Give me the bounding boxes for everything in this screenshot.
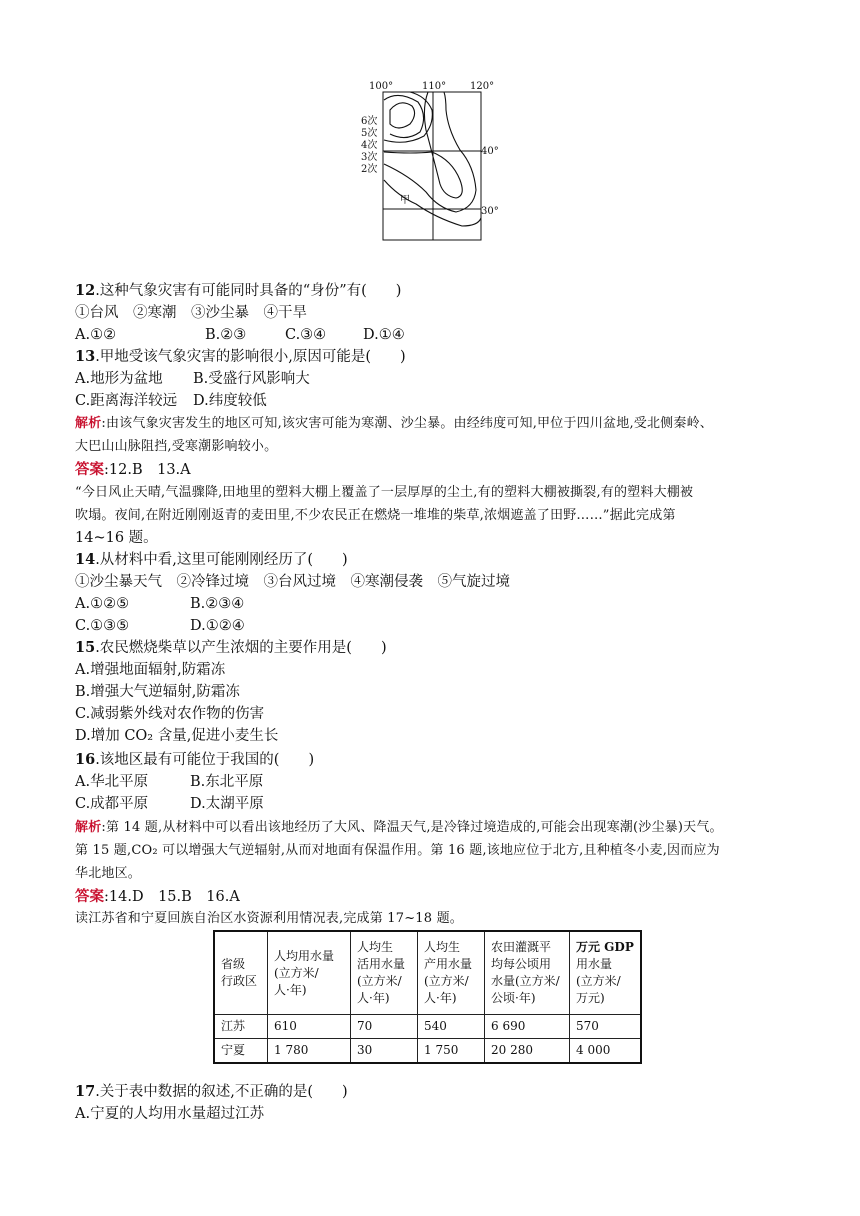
cell: 20 280 [485,1039,570,1064]
q15-option-b[interactable]: B.增强大气逆辐射,防霜冻 [75,684,240,700]
analysis1-line2: 大巴山山脉阻挡,受寒潮影响较小。 [75,439,278,454]
header-irrigation [485,931,570,1015]
q13-options-row2 [75,390,787,412]
cell: 4 000 [570,1039,642,1064]
isoline-3 [384,92,462,198]
q12-stem [75,280,787,302]
answer1-text: :12.B 13.A [104,462,191,478]
header-gdp-l4: 万元) [576,991,605,1005]
q16-options-row1 [75,771,787,793]
q15-text: .农民燃烧柴草以产生浓烟的主要作用是( ) [95,640,387,656]
analysis2-label: 解析 [75,820,102,835]
header-domestic-l4: 人·年) [357,991,390,1005]
answer1-label: 答案 [75,461,104,478]
header-domestic-l2: 活用水量 [357,957,406,971]
q15-number: 15 [75,639,96,656]
header-province-l1: 省级 [221,957,246,971]
q16-text: .该地区最有可能位于我国的( ) [95,752,315,768]
header-per-capita-l3: 人·年) [274,982,307,997]
header-production [418,931,485,1015]
q17-stem [75,1081,787,1103]
header-gdp-l2: 用水量 [576,957,613,971]
q16-stem [75,749,787,771]
q12-options [75,324,787,346]
header-production-l1: 人均生 [424,940,461,954]
header-irrigation-l4: 公顷·年) [491,991,536,1005]
q17-text: .关于表中数据的叙述,不正确的是( ) [95,1084,348,1100]
cell: 江苏 [214,1015,268,1039]
cell: 610 [268,1015,351,1039]
isoline-6 [390,103,415,128]
q13-text: .甲地受该气象灾害的影响很小,原因可能是( ) [95,349,406,365]
analysis2-line3: 华北地区。 [75,866,142,881]
q13-stem [75,346,787,368]
answer2 [75,886,787,908]
cell: 30 [351,1039,418,1064]
header-domestic [351,931,418,1015]
header-irrigation-l2: 均每公顷用 [491,957,552,971]
q13-number: 13 [75,348,96,365]
region-label-jia: 甲 [400,195,410,206]
q14-stem [75,549,787,571]
q13-option-a[interactable]: A.地形为盆地 [75,371,163,387]
table-header-row [214,931,641,1015]
answer2-label: 答案 [75,888,104,905]
q12-option-d[interactable]: D.①④ [363,327,405,343]
q12-option-c[interactable]: C.③④ [285,327,327,343]
q15-option-c[interactable]: C.减弱紫外线对农作物的伤害 [75,706,265,722]
q16-number: 16 [75,751,96,768]
header-per-capita-l1: 人均用水量 [274,948,335,963]
q15-option-d[interactable]: D.增加 CO₂ 含量,促进小麦生长 [75,728,279,744]
cell: 1 780 [268,1039,351,1064]
analysis1-line1 [75,412,787,435]
cell: 1 750 [418,1039,485,1064]
q14-text: .从材料中看,这里可能刚刚经历了( ) [95,552,348,568]
answer1 [75,459,787,481]
cell: 540 [418,1015,485,1039]
header-production-l2: 产用水量 [424,957,473,971]
q16-option-c[interactable]: C.成都平原 [75,796,149,812]
header-province [214,931,268,1015]
header-gdp-l3: (立方米/ [576,974,621,988]
q13-options-row1 [75,368,787,390]
q13-option-b[interactable]: B.受盛行风影响大 [193,371,310,387]
passage-line2: 吹塌。夜间,在附近刚刚返青的麦田里,不少农民正在燃烧一堆堆的柴草,浓烟遮盖了田野……”据此完成第 [75,508,676,523]
q17-number: 17 [75,1083,96,1100]
header-per-capita-l2: (立方米/ [274,965,319,980]
q16-option-b[interactable]: B.东北平原 [190,774,264,790]
lon-label-120: 120° [470,81,495,92]
cell: 70 [351,1015,418,1039]
table-row [214,1015,641,1039]
header-per-capita [268,931,351,1015]
analysis2-line1 [75,816,787,839]
count-label-4: 4次 [361,140,378,151]
count-label-3: 3次 [361,152,378,163]
header-production-l3: (立方米/ [424,974,469,988]
q15-stem [75,637,787,659]
q17-option-a[interactable]: A.宁夏的人均用水量超过江苏 [75,1106,265,1122]
analysis2-line2: 第 15 题,CO₂ 可以增强大气逆辐射,从而对地面有保温作用。第 16 题,该地应位于北方,且种植冬小麦,因而应为 [75,843,720,858]
lat-label-30: 30° [481,206,499,217]
q14-options-row1 [75,593,787,615]
q15-option-a[interactable]: A.增强地面辐射,防霜冻 [75,662,226,678]
header-irrigation-l3: 水量(立方米/ [491,974,560,988]
analysis1-text1: :由该气象灾害发生的地区可知,该灾害可能为寒潮、沙尘暴。由经纬度可知,甲位于四川盆地,受北侧秦岭、 [101,416,713,431]
header-province-l2: 行政区 [221,974,258,988]
q12-text: .这种气象灾害有可能同时具备的“身份”有( ) [95,283,402,299]
header-domestic-l1: 人均生 [357,940,394,954]
answer2-text: :14.D 15.B 16.A [104,889,240,905]
analysis2-text1: :第 14 题,从材料中可以看出该地经历了大风、降温天气,是冷锋过境造成的,可能会出现寒潮(沙尘暴)天气。 [101,820,723,835]
q12-choices: ①台风 ②寒潮 ③沙尘暴 ④干旱 [75,305,307,321]
q14-option-d[interactable]: D.①②④ [190,618,245,634]
header-gdp-l1: 万元 GDP [576,940,634,954]
table-row [214,1039,641,1064]
lon-label-110: 110° [422,81,447,92]
q16-options-row2 [75,793,787,815]
q12-option-a[interactable]: A.①② [75,327,117,343]
cold-wave-frequency-map [360,80,510,245]
q16-option-d[interactable]: D.太湖平原 [190,796,264,812]
q16-option-a[interactable]: A.华北平原 [75,774,149,790]
q14-option-a[interactable]: A.①②⑤ [75,596,130,612]
count-label-6: 6次 [361,116,378,127]
q14-choices: ①沙尘暴天气 ②冷锋过境 ③台风过境 ④寒潮侵袭 ⑤气旋过境 [75,574,510,590]
passage-line3: 14~16 题。 [75,530,158,546]
header-domestic-l3: (立方米/ [357,974,402,988]
analysis1-label: 解析 [75,416,102,431]
lat-label-40: 40° [481,146,499,157]
q13-option-d[interactable]: D.纬度较低 [193,393,267,409]
header-production-l4: 人·年) [424,991,457,1005]
q12-number: 12 [75,282,96,299]
count-label-2: 2次 [361,164,378,175]
cell: 570 [570,1015,642,1039]
header-gdp [570,931,642,1015]
lon-label-100: 100° [369,81,394,92]
cell: 6 690 [485,1015,570,1039]
q13-option-c[interactable]: C.距离海洋较远 [75,393,178,409]
header-irrigation-l1: 农田灌溉平 [491,940,552,954]
q14-option-b[interactable]: B.②③④ [190,596,245,612]
q14-option-c[interactable]: C.①③⑤ [75,618,130,634]
count-label-5: 5次 [361,128,378,139]
q14-number: 14 [75,551,96,568]
passage-line1: “今日风止天晴,气温骤降,田地里的塑料大棚上覆盖了一层厚厚的尘土,有的塑料大棚被撕裂,有的塑料大棚被 [75,485,694,500]
cell: 宁夏 [214,1039,268,1064]
table-intro: 读江苏省和宁夏回族自治区水资源利用情况表,完成第 17~18 题。 [75,911,463,926]
q14-options-row2 [75,615,787,637]
water-usage-table [213,930,642,1064]
q12-option-b[interactable]: B.②③ [205,327,247,343]
